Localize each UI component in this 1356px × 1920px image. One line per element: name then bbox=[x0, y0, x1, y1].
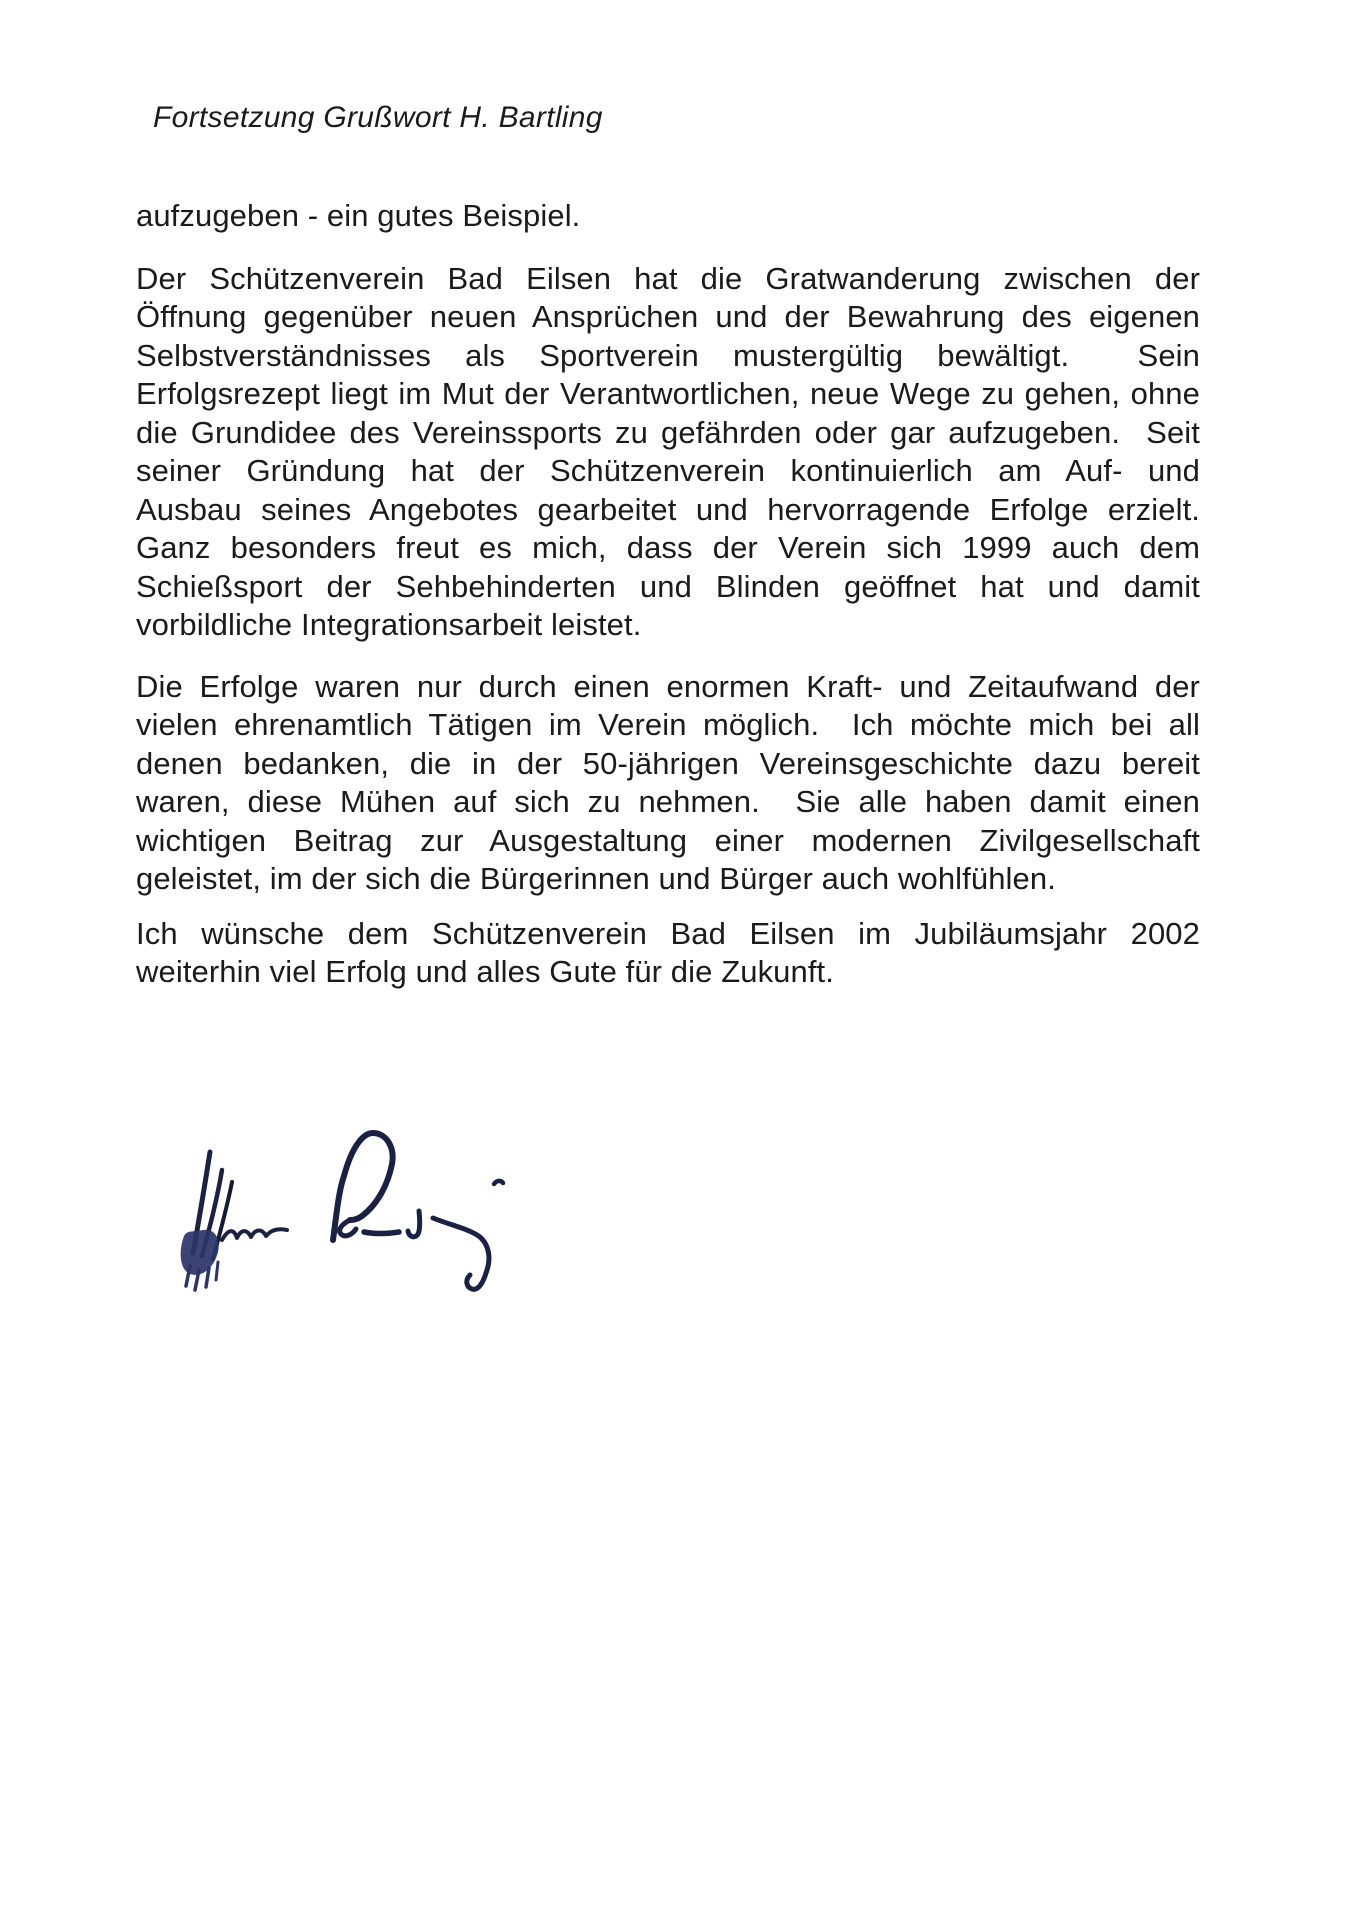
text-line: aufzugeben - ein gutes Beispiel. bbox=[136, 198, 581, 233]
text-line: weiterhin viel Erfolg und alles Gute für die Zukunft. bbox=[136, 954, 834, 989]
text-line: vielen ehrenamtlich Tätigen im Verein möglich. Ich möchte mich bei all bbox=[136, 707, 1200, 742]
text-line: Selbstverständnisses als Sportverein mustergültig bewältigt. Sein bbox=[136, 337, 1200, 373]
text-line: Der Schützenverein Bad Eilsen hat die Gratwanderung zwischen der bbox=[136, 260, 1200, 296]
paragraph-3 bbox=[136, 668, 1200, 899]
paragraph-4 bbox=[136, 915, 1200, 992]
text-line: die Grundidee des Vereinssports zu gefährden oder gar aufzugeben. Seit bbox=[136, 414, 1200, 450]
text-line: seiner Gründung hat der Schützenverein kontinuierlich am Auf- und bbox=[136, 453, 1200, 488]
text-line: Ausbau seines Angebotes gearbeitet und hervorragende Erfolge erzielt. bbox=[136, 491, 1200, 527]
handwritten-signature bbox=[172, 1118, 512, 1313]
text-line: geleistet, im der sich die Bürgerinnen und Bürger auch wohlfühlen. bbox=[136, 861, 1056, 896]
page-title: Fortsetzung Grußwort H. Bartling bbox=[153, 101, 603, 134]
paragraph-1 bbox=[136, 197, 1200, 236]
text-line: Erfolgsrezept liegt im Mut der Verantwortlichen, neue Wege zu gehen, ohne bbox=[136, 376, 1200, 411]
paragraph-2 bbox=[136, 260, 1200, 645]
text-line: Ich wünsche dem Schützenverein Bad Eilsen im Jubiläumsjahr 2002 bbox=[136, 915, 1200, 951]
text-line: vorbildliche Integrationsarbeit leistet. bbox=[136, 607, 642, 642]
text-line: Ganz besonders freut es mich, dass der Verein sich 1999 auch dem bbox=[136, 530, 1200, 565]
text-line: Die Erfolge waren nur durch einen enormen Kraft- und Zeitaufwand der bbox=[136, 668, 1200, 704]
text-line: Schießsport der Sehbehinderten und Blinden geöffnet hat und damit bbox=[136, 568, 1200, 604]
text-line: Öffnung gegenüber neuen Ansprüchen und der Bewahrung des eigenen bbox=[136, 299, 1200, 334]
text-line: wichtigen Beitrag zur Ausgestaltung einer modernen Zivilgesellschaft bbox=[136, 822, 1200, 858]
letter-content bbox=[136, 99, 1200, 992]
text-line: waren, diese Mühen auf sich zu nehmen. Sie alle haben damit einen bbox=[136, 784, 1200, 819]
text-line: denen bedanken, die in der 50-jährigen Vereinsgeschichte dazu bereit bbox=[136, 745, 1200, 781]
